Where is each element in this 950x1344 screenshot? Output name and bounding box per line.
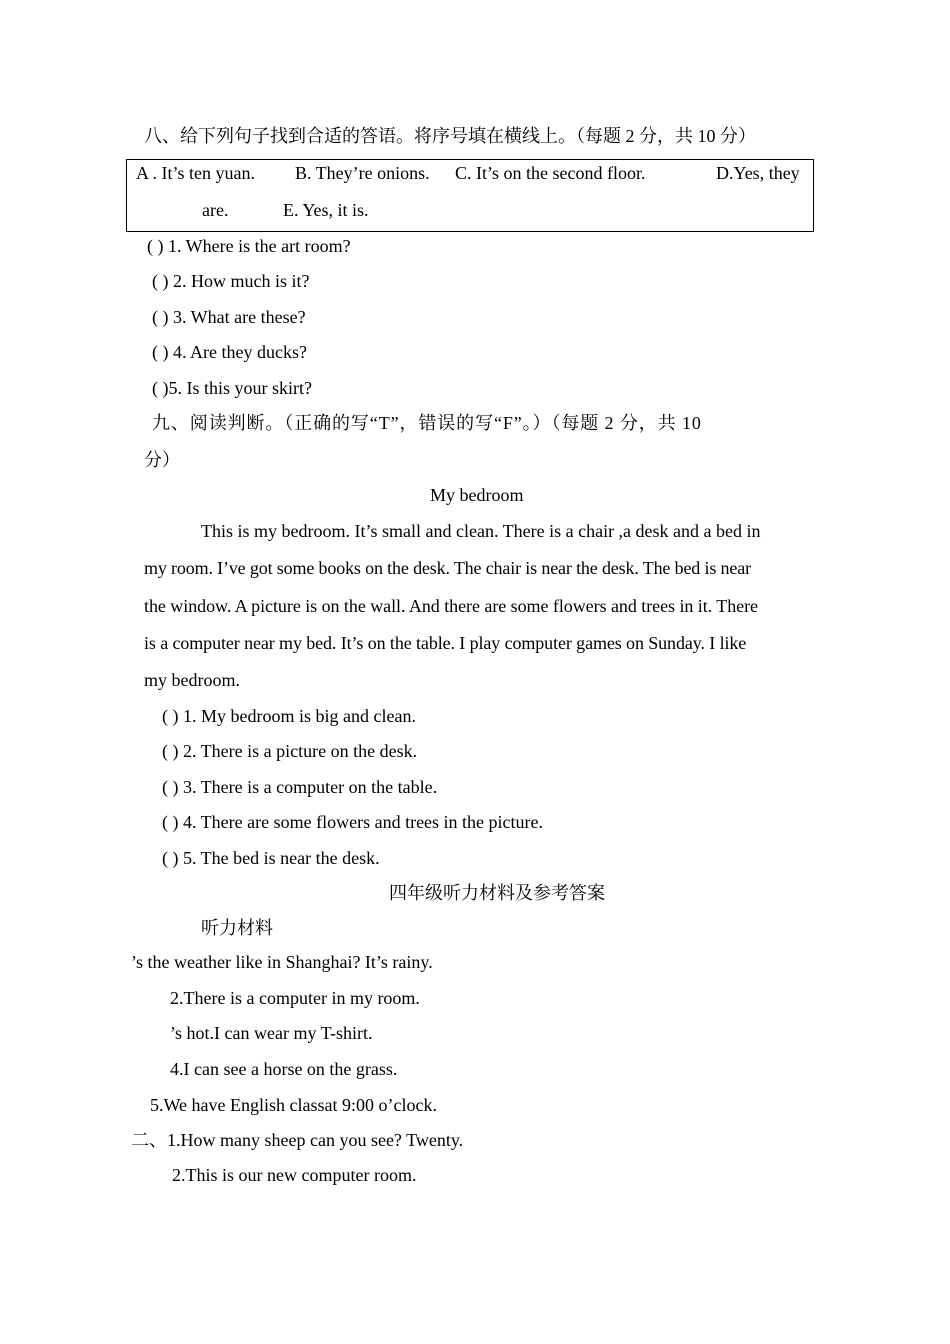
section-9-heading: 九、阅读判断。（正确的写“T”，错误的写“F”。）（每题 2 分，共 10 (152, 413, 702, 433)
listening-line-7: 2.This is our new computer room. (172, 1165, 417, 1185)
s9-question-2: ( ) 2. There is a picture on the desk. (162, 741, 418, 761)
option-a: A . It’s ten yuan. (136, 163, 255, 183)
s9-question-5: ( ) 5. The bed is near the desk. (162, 848, 380, 868)
answer-options-box (126, 159, 814, 232)
listening-line-2: 2.There is a computer in my room. (170, 988, 420, 1008)
passage-line-1: This is my bedroom. It’s small and clean. There is a chair ,a desk and a bed in (201, 521, 761, 541)
passage-line-3: the window. A picture is on the wall. And there are some flowers and trees in it. There (144, 596, 758, 616)
section-8-heading: 八、给下列句子找到合适的答语。将序号填在横线上。（每题 2 分，共 10 分） (144, 126, 756, 146)
s9-question-3: ( ) 3. There is a computer on the table. (162, 777, 438, 797)
option-b: B. They’re onions. (295, 163, 430, 183)
option-d-continued: are. (202, 200, 229, 220)
listening-line-1: ’s the weather like in Shanghai? It’s rainy. (131, 952, 433, 972)
listening-title: 四年级听力材料及参考答案 (389, 883, 605, 903)
section-9-heading-cont: 分） (144, 450, 180, 470)
s8-question-1: ( ) 1. Where is the art room? (147, 236, 351, 256)
option-e: E. Yes, it is. (283, 200, 369, 220)
passage-line-5: my bedroom. (144, 670, 240, 690)
passage-line-4: is a computer near my bed. It’s on the table. I play computer games on Sunday. I like (144, 633, 747, 653)
option-c: C. It’s on the second floor. (455, 163, 646, 183)
s8-question-5: ( )5. Is this your skirt? (152, 378, 312, 398)
listening-subtitle: 听力材料 (201, 918, 273, 938)
listening-line-6: 二、1.How many sheep can you see? Twenty. (131, 1130, 464, 1150)
s8-question-4: ( ) 4. Are they ducks? (152, 342, 307, 362)
listening-line-4: 4.I can see a horse on the grass. (170, 1059, 398, 1079)
s9-question-1: ( ) 1. My bedroom is big and clean. (162, 706, 416, 726)
s8-question-3: ( ) 3. What are these? (152, 307, 306, 327)
passage-line-2: my room. I’ve got some books on the desk. The chair is near the desk. The bed is near (144, 558, 751, 578)
s8-question-2: ( ) 2. How much is it? (152, 271, 310, 291)
listening-line-5: 5.We have English classat 9:00 o’clock. (150, 1095, 437, 1115)
listening-line-3: ’s hot.I can wear my T-shirt. (170, 1023, 373, 1043)
s9-question-4: ( ) 4. There are some flowers and trees in the picture. (162, 812, 544, 832)
option-d: D.Yes, they (716, 163, 800, 183)
passage-title: My bedroom (430, 485, 524, 505)
